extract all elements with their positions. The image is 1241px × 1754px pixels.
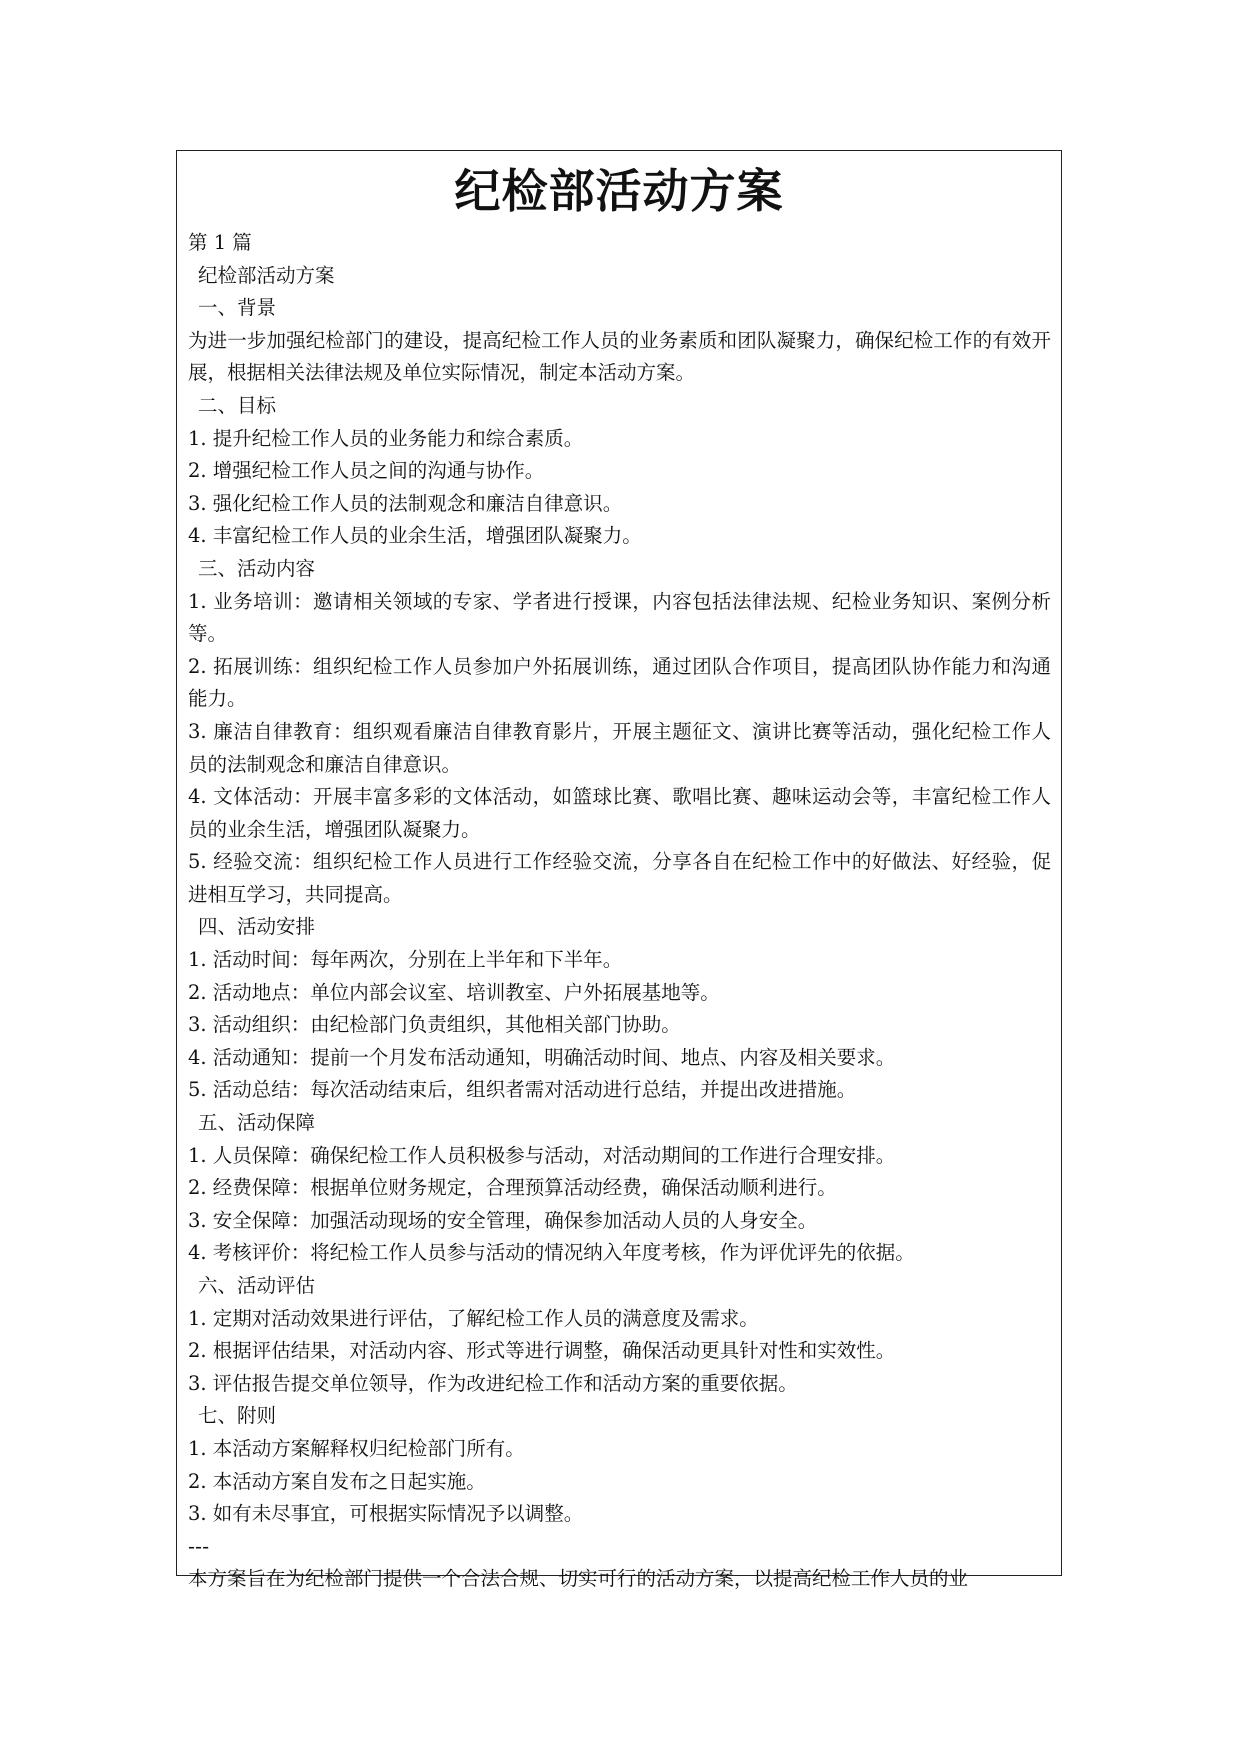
appendix-item: 3. 如有未尽事宜，可根据实际情况予以调整。 <box>188 1502 584 1526</box>
content-item: 5. 经验交流：组织纪检工作人员进行工作经验交流，分享各自在纪检工作中的好做法、好经验，促进相互学习，共同提高。 <box>188 850 1051 906</box>
arrangement-item: 1. 活动时间：每年两次，分别在上半年和下半年。 <box>188 948 623 972</box>
evaluation-item: 3. 评估报告提交单位领导，作为改进纪检工作和活动方案的重要依据。 <box>188 1371 798 1395</box>
content-item: 2. 拓展训练：组织纪检工作人员参加户外拓展训练，通过团队合作项目，提高团队协作能力和沟通能力。 <box>188 654 1051 711</box>
goal-item: 4. 丰富纪检工作人员的业余生活，增强团队凝聚力。 <box>188 524 642 548</box>
evaluation-item: 1. 定期对活动效果进行评估，了解纪检工作人员的满意度及需求。 <box>188 1306 759 1330</box>
section-heading-content: 三、活动内容 <box>198 556 316 580</box>
document-subtitle: 纪检部活动方案 <box>198 263 335 287</box>
evaluation-item: 2. 根据评估结果，对活动内容、形式等进行调整，确保活动更具针对性和实效性。 <box>188 1339 896 1363</box>
goal-item: 2. 增强纪检工作人员之间的沟通与协作。 <box>188 459 545 483</box>
goal-item: 1. 提升纪检工作人员的业务能力和综合素质。 <box>188 426 584 450</box>
content-item: 3. 廉洁自律教育：组织观看廉洁自律教育影片，开展主题征文、演讲比赛等活动，强化纪检工作人员的法制观念和廉洁自律意识。 <box>188 719 1051 776</box>
document-title: 纪检部活动方案 <box>454 164 784 218</box>
arrangement-item: 2. 活动地点：单位内部会议室、培训教室、户外拓展基地等。 <box>188 980 720 1004</box>
arrangement-item: 4. 活动通知：提前一个月发布活动通知，明确活动时间、地点、内容及相关要求。 <box>188 1045 896 1069</box>
content-item: 1. 业务培训：邀请相关领域的专家、学者进行授课，内容包括法律法规、纪检业务知识、案例分析等。 <box>188 589 1051 646</box>
section-heading-evaluation: 六、活动评估 <box>198 1274 316 1297</box>
section-heading-guarantee: 五、活动保障 <box>198 1111 316 1135</box>
guarantee-item: 3. 安全保障：加强活动现场的安全管理，确保参加活动人员的人身安全。 <box>188 1208 818 1232</box>
section-heading-appendix: 七、附则 <box>198 1404 277 1428</box>
arrangement-item: 5. 活动总结：每次活动结束后，组织者需对活动进行总结，并提出改进措施。 <box>188 1078 857 1102</box>
section-heading-goals: 二、目标 <box>198 393 277 417</box>
document-frame <box>176 150 1062 1591</box>
appendix-item: 2. 本活动方案自发布之日起实施。 <box>188 1469 486 1493</box>
arrangement-item: 3. 活动组织：由纪检部门负责组织，其他相关部门协助。 <box>188 1013 681 1037</box>
appendix-item: 1. 本活动方案解释权归纪检部门所有。 <box>188 1436 525 1460</box>
guarantee-item: 4. 考核评价：将纪检工作人员参与活动的情况纳入年度考核，作为评优评先的依据。 <box>188 1241 915 1265</box>
chapter-label: 第 1 篇 <box>188 231 252 254</box>
background-paragraph: 为进一步加强纪检部门的建设，提高纪检工作人员的业务素质和团队凝聚力，确保纪检工作的有效开展，根据相关法律法规及单位实际情况，制定本活动方案。 <box>188 328 1051 385</box>
document-body <box>177 227 1061 1596</box>
guarantee-item: 2. 经费保障：根据单位财务规定，合理预算活动经费，确保活动顺利进行。 <box>188 1176 837 1200</box>
separator: --- <box>188 1534 210 1558</box>
goal-item: 3. 强化纪检工作人员的法制观念和廉洁自律意识。 <box>188 491 623 515</box>
closing-paragraph: 本方案旨在为纪检部门提供一个合法合规、切实可行的活动方案，以提高纪检工作人员的业 <box>188 1567 969 1591</box>
section-heading-arrangement: 四、活动安排 <box>198 915 316 939</box>
content-item: 4. 文体活动：开展丰富多彩的文体活动，如篮球比赛、歌唱比赛、趣味运动会等，丰富纪检工作人员的业余生活，增强团队凝聚力。 <box>188 785 1051 841</box>
section-heading-background: 一、背景 <box>198 296 277 320</box>
guarantee-item: 1. 人员保障：确保纪检工作人员积极参与活动，对活动期间的工作进行合理安排。 <box>188 1143 896 1167</box>
